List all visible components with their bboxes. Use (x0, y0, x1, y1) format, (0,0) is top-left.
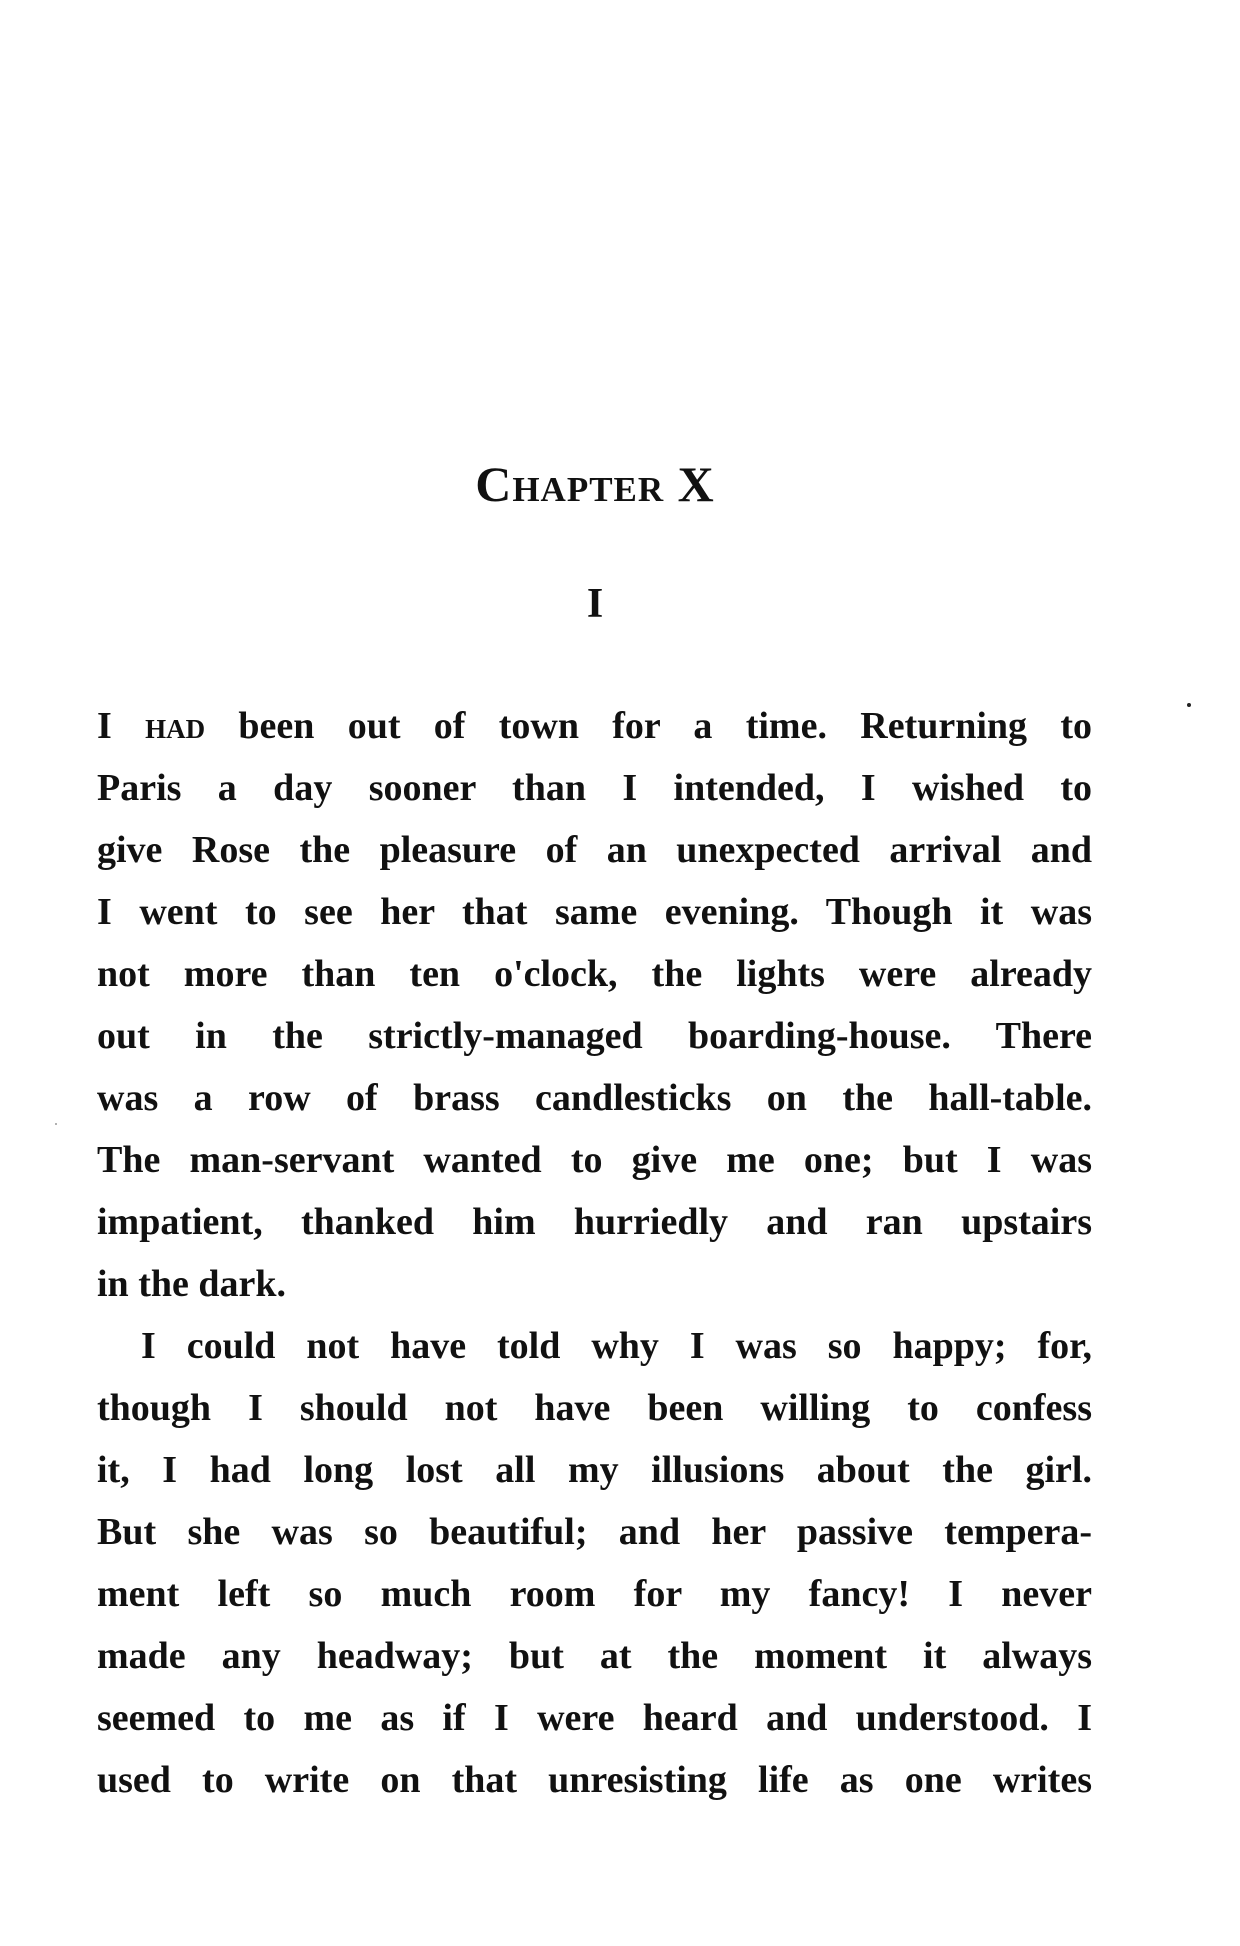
text-line: impatient, thanked him hurriedly and ran upstairs (97, 1201, 1092, 1243)
text-line: I went to see her that same evening. Though it was (97, 891, 1092, 933)
text-line: though I should not have been willing to confess (97, 1387, 1092, 1429)
text-line: in the dark. (97, 1263, 286, 1305)
text-line: was a row of brass candlesticks on the hall-table. (97, 1077, 1092, 1119)
chapter-word-initial: C (475, 456, 513, 512)
text-line: Paris a day sooner than I intended, I wished to (97, 767, 1092, 809)
text-line: give Rose the pleasure of an unexpected arrival and (97, 829, 1092, 871)
paragraph-1 (97, 695, 1092, 1315)
section-number: I (586, 581, 604, 627)
text-line: ment left so much room for my fancy! I never (97, 1573, 1092, 1615)
text-line: not more than ten o'clock, the lights were already (97, 953, 1092, 995)
line-text: been out of town for a time. Returning to (205, 705, 1092, 747)
text-line: it, I had long lost all my illusions about the girl. (97, 1449, 1092, 1491)
text-line: The man-servant wanted to give me one; but I was (97, 1139, 1092, 1181)
text-line: But she was so beautiful; and her passive tempera- (97, 1511, 1092, 1553)
chapter-numeral: X (677, 456, 715, 512)
text-line: seemed to me as if I were heard and understood. I (97, 1697, 1092, 1739)
scan-speck (1187, 703, 1191, 707)
paragraph-lead: I had (97, 705, 206, 747)
text-line (97, 695, 1092, 757)
scan-speck (55, 1123, 57, 1125)
paragraph-2 (97, 1315, 1092, 1811)
text-line: out in the strictly-managed boarding-house. There (97, 1015, 1092, 1057)
text-line: I could not have told why I was so happy; for, (141, 1325, 1092, 1367)
text-line: made any headway; but at the moment it always (97, 1635, 1092, 1677)
chapter-heading (0, 455, 1190, 513)
chapter-word (475, 456, 664, 512)
chapter-word-rest: hapter (512, 456, 665, 512)
text-line: used to write on that unresisting life as one writes (97, 1759, 1092, 1801)
